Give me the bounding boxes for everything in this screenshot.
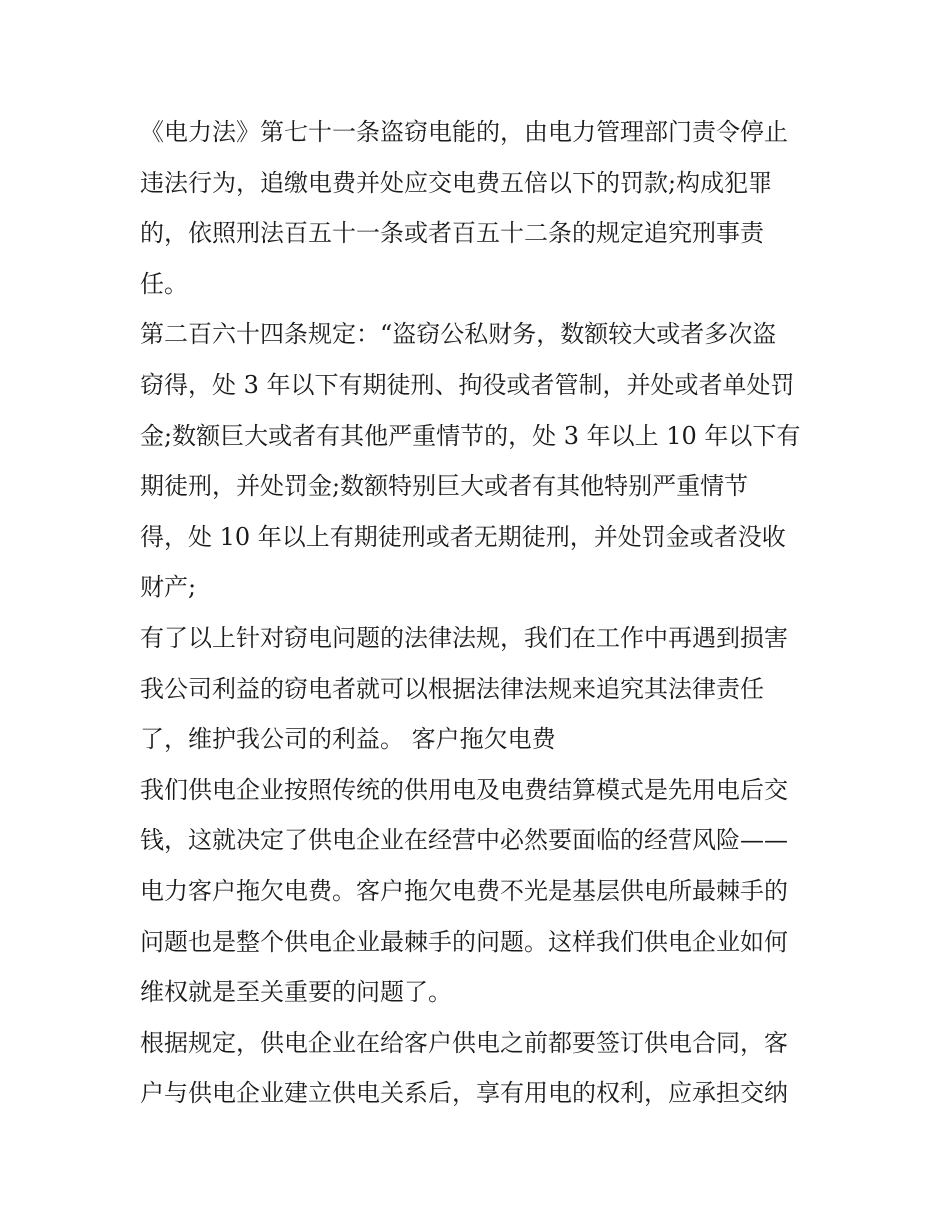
text-line: 我们供电企业按照传统的供用电及电费结算模式是先用电后交 (140, 775, 788, 804)
text-line: 有了以上针对窃电问题的法律法规，我们在工作中再遇到损害 (140, 623, 788, 652)
text-line: 得，处 10 年以上有期徒刑或者无期徒刑，并处罚金或者没收 (140, 522, 786, 551)
text-line: 金;数额巨大或者有其他严重情节的，处 3 年以上 10 年以下有 (140, 421, 801, 450)
text-line: 维权就是至关重要的问题了。 (140, 978, 452, 1007)
document-body (140, 107, 830, 1119)
text-line: 的，依照刑法百五十一条或者百五十二条的规定追究刑事责 (140, 219, 764, 248)
text-line: 根据规定，供电企业在给客户供电之前都要签订供电合同，客 (140, 1028, 788, 1057)
text-line: 我公司利益的窃电者就可以根据法律法规来追究其法律责任 (140, 674, 764, 703)
text-line: 《电力法》第七十一条盗窃电能的，由电力管理部门责令停止 (140, 118, 788, 146)
text-line: 第二百六十四条规定：“盗窃公私财务，数额较大或者多次盗 (140, 320, 777, 349)
text-line: 了，维护我公司的利益。 客户拖欠电费 (140, 725, 556, 754)
text-line: 窃得，处 3 年以下有期徒刑、拘役或者管制，并处或者单处罚 (140, 370, 795, 399)
text-line: 财产; (140, 573, 197, 602)
text-line: 户与供电企业建立供电关系后，享有用电的权利，应承担交纳 (140, 1079, 788, 1108)
text-line: 电力客户拖欠电费。客户拖欠电费不光是基层供电所最棘手的 (140, 876, 788, 905)
text-line: 违法行为，追缴电费并处应交电费五倍以下的罚款;构成犯罪 (140, 168, 773, 197)
text-line: 钱，这就决定了供电企业在经营中必然要面临的经营风险—— (140, 826, 788, 855)
text-line: 任。 (140, 269, 188, 298)
text-line: 期徒刑，并处罚金;数额特别巨大或者有其他特别严重情节 (140, 472, 749, 501)
text-line: 问题也是整个供电企业最棘手的问题。这样我们供电企业如何 (140, 927, 788, 956)
